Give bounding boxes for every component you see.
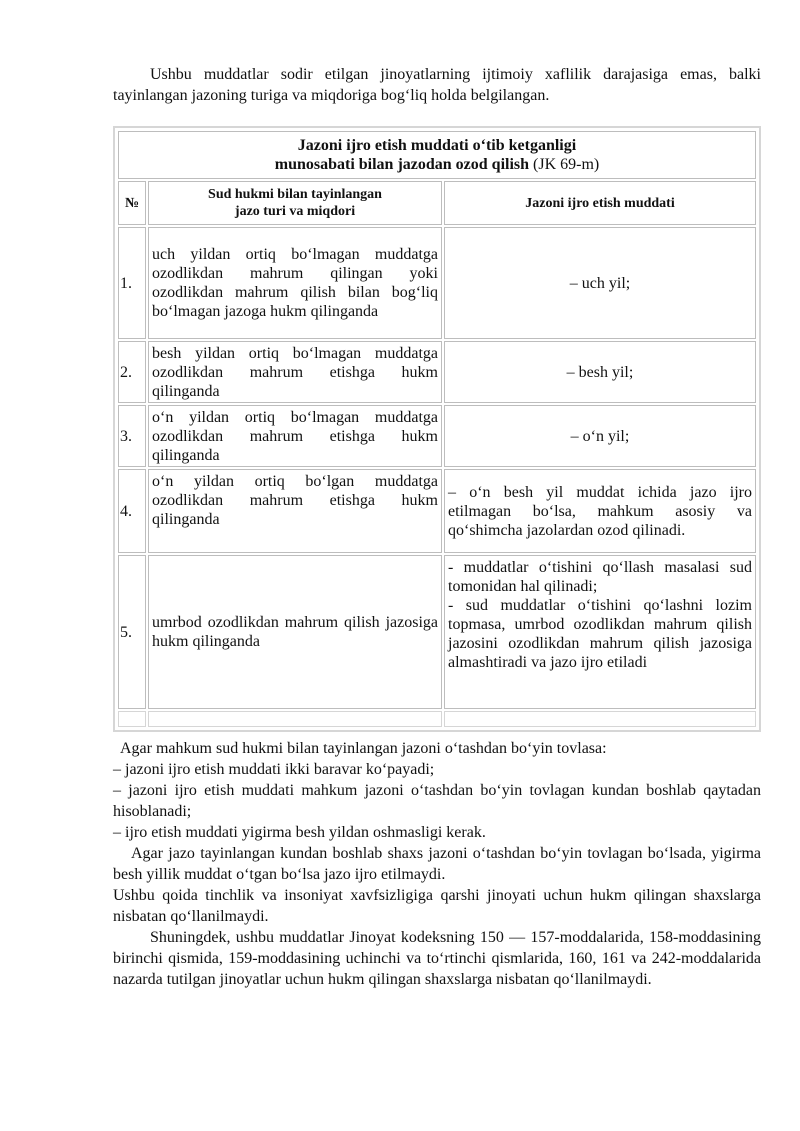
header-sentence	[148, 181, 442, 225]
table-row	[118, 555, 756, 709]
header-term: Jazoni ijro etish muddati	[444, 181, 756, 225]
table-row	[118, 469, 756, 553]
empty-cell	[444, 711, 756, 727]
header-sentence-line1: Sud hukmi bilan tayinlangan	[208, 187, 382, 202]
evasion-paragraph: Agar mahkum sud hukmi bilan tayinlangan jazoni o‘tashdan bo‘yin tovlasa:	[120, 740, 607, 757]
evasion-bullet-1: – jazoni ijro etish muddati ikki baravar ko‘payadi;	[113, 761, 435, 778]
row-number: 1.	[118, 227, 146, 339]
table-title-line1: Jazoni ijro etish muddati o‘tib ketganligi	[297, 137, 577, 154]
table-header-row	[118, 181, 756, 225]
row-number: 4.	[118, 469, 146, 553]
table-row	[118, 227, 756, 339]
table-row	[118, 341, 756, 403]
row-sentence: o‘n yildan ortiq bo‘lmagan muddatga ozodlikdan mahrum etishga hukm qilinganda	[148, 405, 442, 467]
row-sentence: besh yildan ortiq bo‘lmagan muddatga ozodlikdan mahrum etishga hukm qilinganda	[148, 341, 442, 403]
row-sentence: o‘n yildan ortiq bo‘lgan muddatga ozodlikdan mahrum etishga hukm qilinganda	[148, 469, 442, 553]
row-number: 3.	[118, 405, 146, 467]
row-term: – o‘n besh yil muddat ichida jazo ijro etilmagan bo‘lsa, mahkum asosiy va qo‘shimcha jazolardan ozod qilinadi.	[444, 469, 756, 553]
release-terms-table-frame	[113, 126, 761, 732]
evasion-bullet-3: – ijro etish muddati yigirma besh yildan oshmasligi kerak.	[113, 824, 486, 841]
twenty-five-year-paragraph: Agar jazo tayinlangan kundan boshlab shaxs jazoni o‘tashdan bo‘yin tovlagan bo‘lsada, yigirma besh yillik muddat o‘tgan bo‘lsa jazo ijro etilmaydi.	[113, 845, 761, 883]
table-empty-row	[118, 711, 756, 727]
table-title	[118, 131, 756, 179]
empty-cell	[118, 711, 146, 727]
row-term	[444, 555, 756, 709]
document-page	[113, 64, 761, 990]
header-number: №	[118, 181, 146, 225]
row-number: 5.	[118, 555, 146, 709]
row-sentence: uch yildan ortiq bo‘lmagan muddatga ozodlikdan mahrum qilingan yoki ozodlikdan mahrum qilish bilan bog‘liq bo‘lmagan jazoga hukm qilinganda	[148, 227, 442, 339]
row-sentence: umrbod ozodlikdan mahrum qilish jazosiga hukm qilinganda	[148, 555, 442, 709]
row-number: 2.	[118, 341, 146, 403]
exception-paragraph: Ushbu qoida tinchlik va insoniyat xavfsizligiga qarshi jinoyati uchun hukm qilingan shaxslarga nisbatan qo‘llanilmaydi.	[113, 887, 761, 925]
intro-paragraph: Ushbu muddatlar sodir etilgan jinoyatlarning ijtimoiy xaflilik darajasiga emas, balki tayinlangan jazoning turiga va miqdoriga bog‘liq holda belgilangan.	[113, 66, 761, 104]
row-term: – uch yil;	[444, 227, 756, 339]
row-term-line1: - muddatlar o‘tishini qo‘llash masalasi sud tomonidan hal qilinadi;	[448, 559, 752, 595]
body-text	[113, 738, 761, 990]
table-title-row	[118, 131, 756, 179]
release-terms-table	[116, 129, 758, 729]
articles-paragraph: Shuningdek, ushbu muddatlar Jinoyat kodeksning 150 — 157-moddalarida, 158-moddasining birinchi qismida, 159-moddasining uchinchi va to‘rtinchi qismlarida, 160, 161 va 242-moddalarida nazarda tutilgan jinoyatlar uchun hukm qilingan shaxslarga nisbatan qo‘llanilmaydi.	[113, 929, 761, 988]
table-title-line2: munosabati bilan jazodan ozod qilish	[274, 156, 530, 173]
empty-cell	[148, 711, 442, 727]
evasion-bullet-2: – jazoni ijro etish muddati mahkum jazoni o‘tashdan bo‘yin tovlagan kundan boshlab qaytadan hisoblanadi;	[113, 782, 761, 820]
header-sentence-line2: jazo turi va miqdori	[234, 204, 356, 219]
table-title-ref: (JK 69-m)	[533, 156, 600, 173]
row-term: – o‘n yil;	[444, 405, 756, 467]
table-row	[118, 405, 756, 467]
row-term-line2: - sud muddatlar o‘tishini qo‘lashni lozim topmasa, umrbod ozodlikdan mahrum qilish jazosini ozodlikdan mahrum qilish jazosiga almashtiradi va jazo ijro etiladi	[448, 597, 752, 671]
row-term: – besh yil;	[444, 341, 756, 403]
